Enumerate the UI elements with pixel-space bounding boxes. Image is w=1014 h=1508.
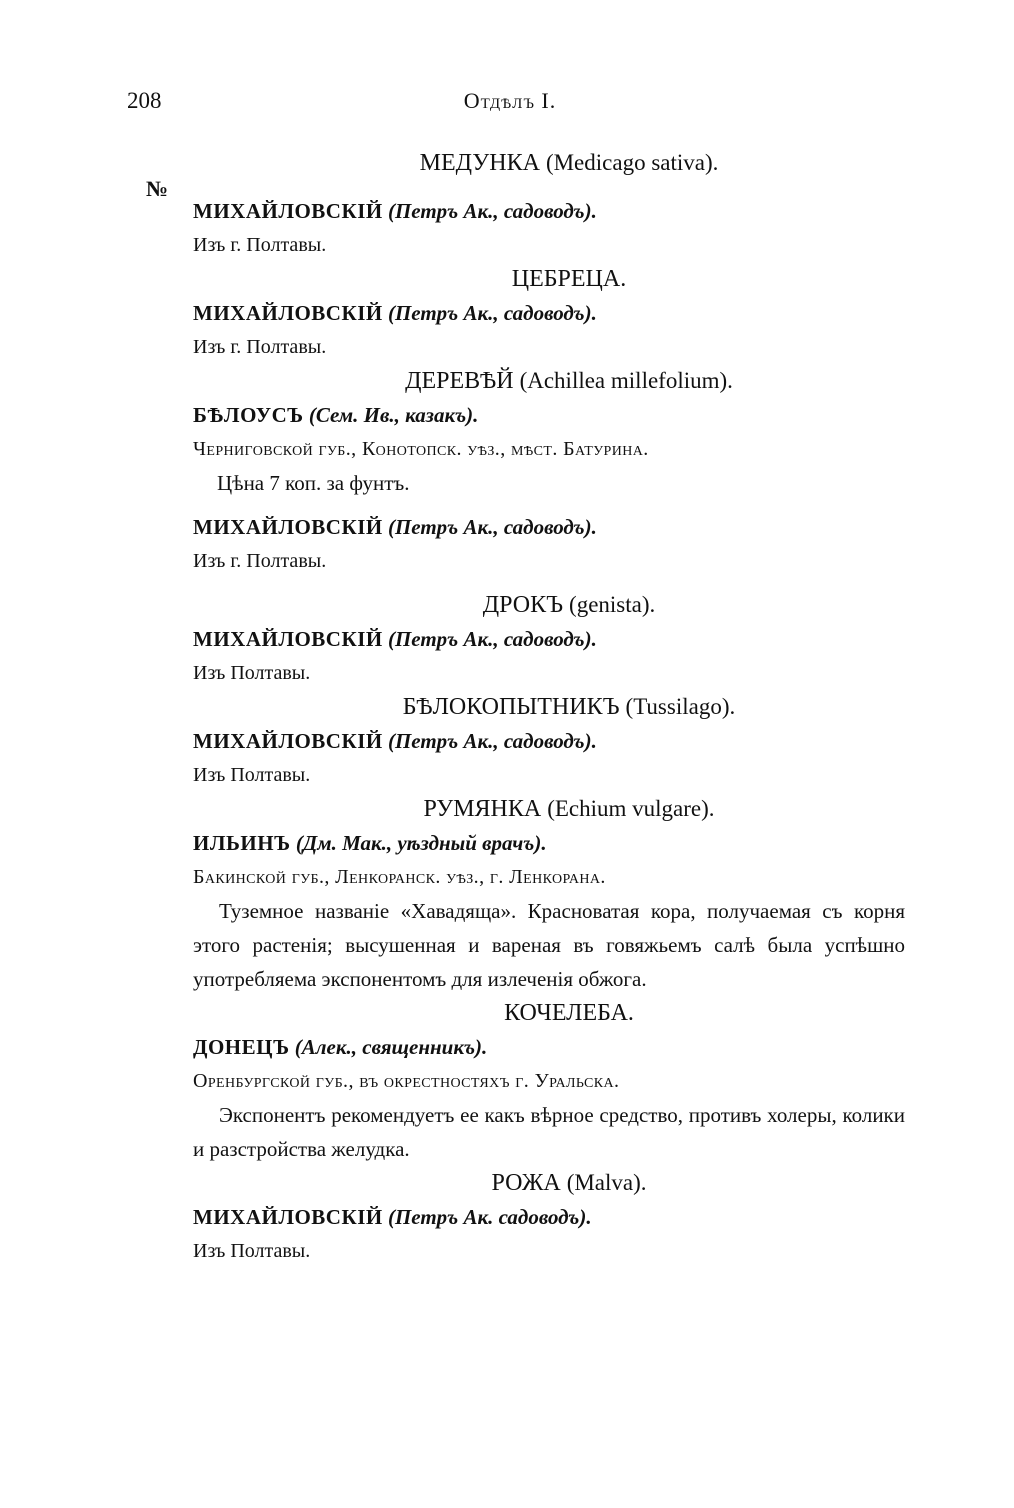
exhibitor-info: (Петръ Ак., садоводъ). <box>387 301 597 325</box>
exhibitor-location: Изъ Полтавы. <box>193 1240 311 1262</box>
exhibitor-info: (Сем. Ив., казакъ). <box>308 403 479 427</box>
plant-name: ДРОКЪ <box>482 592 564 618</box>
page-body <box>193 146 905 1268</box>
exhibitor-entry <box>193 724 905 792</box>
exhibitor-note: Туземное названіе «Хавадяща». Красноватая кора, получаемая съ корня этого растенія; высушенная и вареная въ говяжьемъ салѣ была успѣшно употребляема экспонентомъ для излеченія обжога. <box>193 899 905 991</box>
exhibitor-location: Изъ г. Полтавы. <box>193 336 327 358</box>
exhibitor-info: (Дм. Мак., уѣздный врачъ). <box>295 831 547 855</box>
exhibitor-info: (Петръ Ак., садоводъ). <box>387 515 597 539</box>
exhibitor-location: Черниговской губ., Конотопск. уѣз., мѣст. Батурина. <box>193 438 649 460</box>
exhibitor-info: (Алек., священникъ). <box>294 1035 488 1059</box>
plant-latin-name: (Achillea millefolium). <box>519 368 733 393</box>
exhibitor-note: Цѣна 7 коп. за фунтъ. <box>217 471 410 495</box>
exhibitor-entry <box>193 1200 905 1268</box>
plant-name: БѢЛОКОПЫТНИКЪ <box>402 694 620 720</box>
exhibitor-location: Изъ г. Полтавы. <box>193 234 327 256</box>
exhibitor-location: Изъ г. Полтавы. <box>193 550 327 572</box>
exhibitor-name: МИХАЙЛОВСКІЙ <box>193 199 383 223</box>
exhibitor-location: Изъ Полтавы. <box>193 764 311 786</box>
exhibitor-entry <box>193 510 905 578</box>
exhibitor-entry <box>193 194 905 262</box>
exhibitor-info: (Петръ Ак. садоводъ). <box>387 1205 592 1229</box>
exhibitor-name: ДОНЕЦЪ <box>193 1035 290 1059</box>
exhibitor-location: Бакинской губ., Ленкоранск. уѣз., г. Ленкорана. <box>193 866 606 888</box>
numero-mark: № <box>146 176 169 201</box>
section-heading <box>233 792 905 826</box>
exhibitor-name: ИЛЬИНЪ <box>193 831 291 855</box>
exhibitor-name: БѢЛОУСЪ <box>193 403 304 427</box>
page-number: 208 <box>127 88 162 113</box>
exhibitor-location: Изъ Полтавы. <box>193 662 311 684</box>
plant-name: ЦЕБРЕЦА. <box>511 266 627 292</box>
exhibitor-name: МИХАЙЛОВСКІЙ <box>193 1205 383 1229</box>
running-title: Отдѣлъ I. <box>463 88 557 113</box>
plant-latin-name: (genista). <box>569 592 656 617</box>
section-heading <box>233 1166 905 1200</box>
plant-name: РУМЯНКА <box>423 796 542 822</box>
exhibitor-entry <box>193 1030 905 1166</box>
page-header <box>0 88 1014 128</box>
exhibitor-entry <box>193 622 905 690</box>
exhibitor-name: МИХАЙЛОВСКІЙ <box>193 729 383 753</box>
plant-name: РОЖА <box>491 1170 561 1196</box>
exhibitor-info: (Петръ Ак., садоводъ). <box>387 729 597 753</box>
section-heading <box>233 690 905 724</box>
exhibitor-name: МИХАЙЛОВСКІЙ <box>193 515 383 539</box>
exhibitor-entry <box>193 398 905 500</box>
section-heading <box>233 262 905 296</box>
plant-name: КОЧЕЛЕБА. <box>504 1000 634 1026</box>
plant-name: МЕДУНКА <box>419 150 540 176</box>
exhibitor-entry <box>193 826 905 996</box>
section-heading <box>233 996 905 1030</box>
plant-latin-name: (Medicago sativa). <box>545 150 719 175</box>
exhibitor-note: Экспонентъ рекомендуетъ ее какъ вѣрное средство, противъ холеры, колики и разстройства желудка. <box>193 1103 905 1161</box>
exhibitor-info: (Петръ Ак., садоводъ). <box>387 627 597 651</box>
exhibitor-info: (Петръ Ак., садоводъ). <box>387 199 597 223</box>
plant-latin-name: (Echium vulgare). <box>547 796 715 821</box>
exhibitor-entry <box>193 296 905 364</box>
section-heading <box>233 364 905 398</box>
plant-latin-name: (Malva). <box>566 1170 647 1195</box>
exhibitor-name: МИХАЙЛОВСКІЙ <box>193 627 383 651</box>
section-heading <box>233 146 905 180</box>
plant-latin-name: (Tussilago). <box>625 694 736 719</box>
exhibitor-location: Оренбургской губ., въ окрестностяхъ г. Уральска. <box>193 1070 620 1092</box>
section-heading <box>233 588 905 622</box>
plant-name: ДЕРЕВѢЙ <box>405 368 514 394</box>
exhibitor-name: МИХАЙЛОВСКІЙ <box>193 301 383 325</box>
